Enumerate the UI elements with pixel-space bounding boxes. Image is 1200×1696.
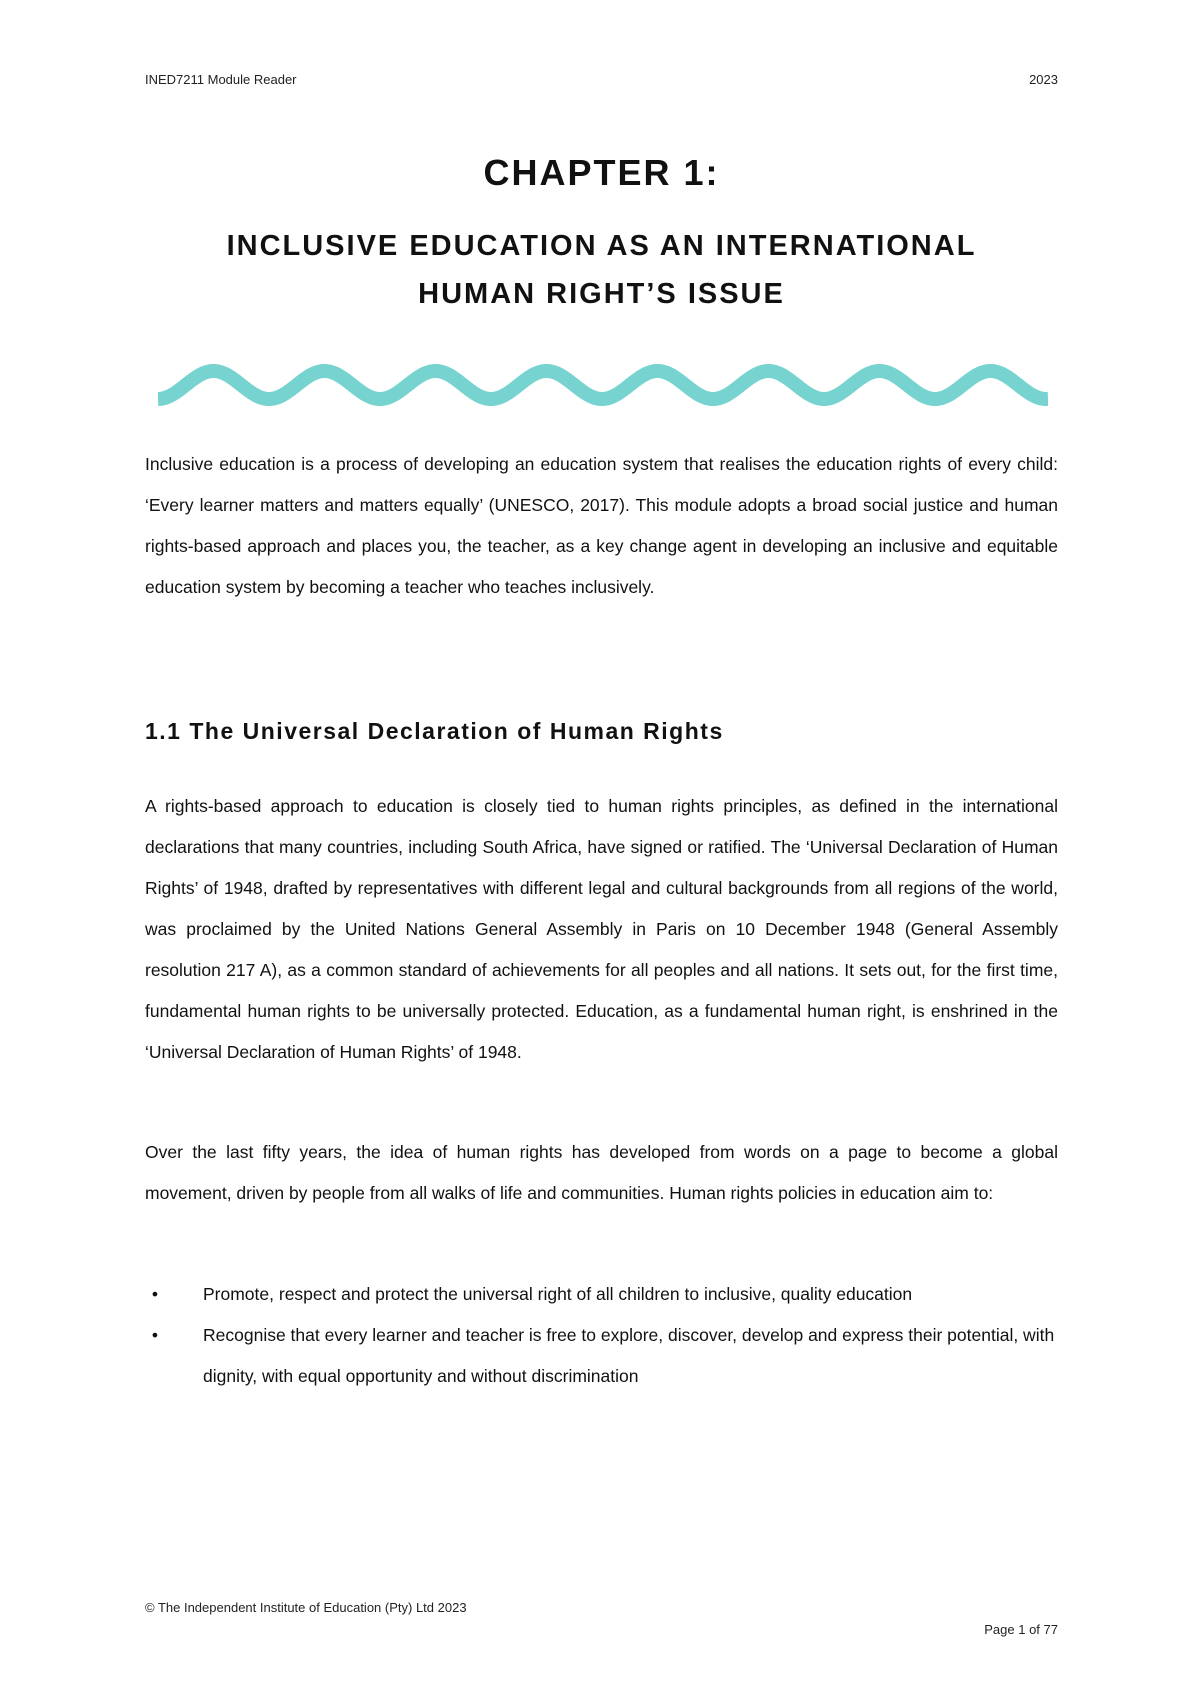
wave-line [158,371,1048,399]
section-paragraph-2: Over the last fifty years, the idea of human rights has developed from words on a page to become a global movement, driven by people from all walks of life and communities. Human rights policies in education aim to: [145,1142,1058,1203]
bullet-icon: • [151,1325,159,1345]
list-item-text: Promote, respect and protect the universal right of all children to inclusive, quality education [203,1284,913,1304]
chapter-title: CHAPTER 1: [483,152,720,193]
list-item-text: Recognise that every learner and teacher is free to explore, discover, develop and express their potential, with dignity, with equal opportunity and without discrimination [203,1325,1055,1386]
list-item [145,1315,1058,1397]
list-item [145,1274,1058,1315]
chapter-subtitle-line-2: HUMAN RIGHT’S ISSUE [418,278,785,310]
aims-list [145,1274,1058,1397]
wave-divider [158,355,1048,415]
bullet-icon: • [151,1284,159,1304]
intro-paragraph: Inclusive education is a process of developing an education system that realises the education rights of every child: ‘Every learner matters and matters equally’ (UNESCO, 2017). This module adopts a broad social justice and human rights-based approach and places you, the teacher, as a key change agent in developing an inclusive and equitable education system by becoming a teacher who teaches inclusively. [145,454,1058,597]
chapter-subtitle [145,222,1058,318]
section-paragraph-1: A rights-based approach to education is closely tied to human rights principles, as defined in the international declarations that many countries, including South Africa, have signed or ratified. The ‘Universal Declaration of Human Rights’ of 1948, drafted by representatives with different legal and cultural backgrounds from all regions of the world, was proclaimed by the United Nations General Assembly in Paris on 10 December 1948 (General Assembly resolution 217 A), as a common standard of achievements for all peoples and all nations. It sets out, for the first time, fundamental human rights to be universally protected. Education, as a fundamental human right, is enshrined in the ‘Universal Declaration of Human Rights’ of 1948. [145,796,1058,1062]
copyright-notice: © The Independent Institute of Education (Pty) Ltd 2023 [145,1600,467,1615]
page-number: Page 1 of 77 [984,1622,1058,1637]
chapter-subtitle-line-1: INCLUSIVE EDUCATION AS AN INTERNATIONAL [226,230,977,262]
module-name: INED7211 Module Reader [145,72,297,87]
section-heading: 1.1 The Universal Declaration of Human Rights [145,718,724,744]
header-year: 2023 [1029,72,1058,87]
